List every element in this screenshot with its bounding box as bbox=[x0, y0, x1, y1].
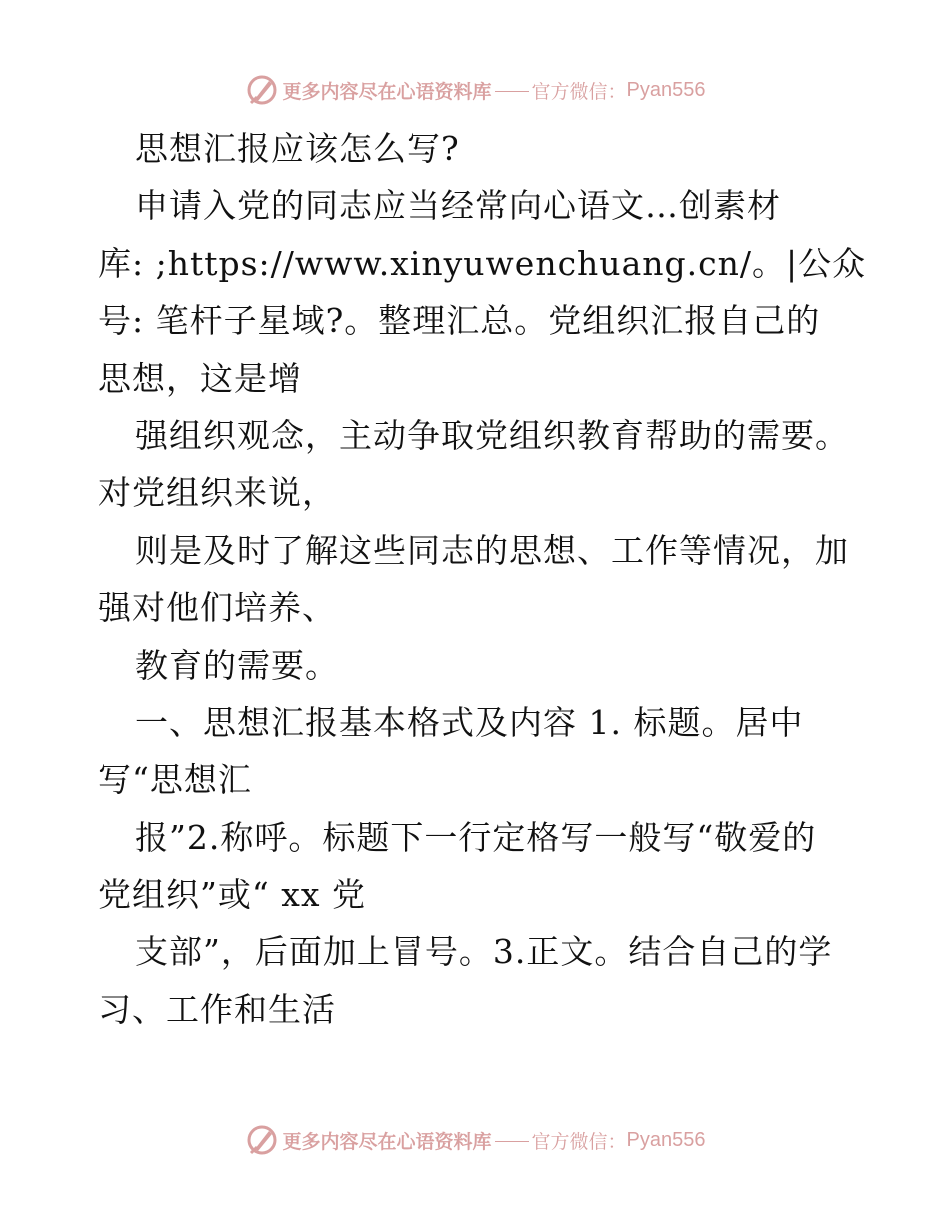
header-banner bbox=[0, 70, 950, 110]
quill-pen-logo-icon bbox=[245, 73, 279, 107]
paragraph-line: 写“思想汇 bbox=[98, 760, 252, 800]
banner-brand-text: 更多内容尽在心语资料库 bbox=[282, 1130, 492, 1153]
banner-dash bbox=[495, 1141, 529, 1142]
paragraph-line: 申请入党的同志应当经常向心语文…创素材 bbox=[135, 186, 781, 226]
paragraph-line: 一、思想汇报基本格式及内容 1. 标题。居中 bbox=[135, 702, 804, 742]
paragraph-line: 号: 笔杆子星域?。整理汇总。党组织汇报自己的 bbox=[98, 301, 821, 341]
paragraph-line: 强组织观念，主动争取党组织教育帮助的需要。 bbox=[135, 415, 849, 455]
banner-wechat-id: Pyan556 bbox=[626, 1128, 706, 1151]
paragraph-line: 报”2.称呼。标题下一行定格写一般写“敬爱的 bbox=[135, 817, 817, 857]
paragraph-line: 习、工作和生活 bbox=[98, 989, 336, 1029]
document-body bbox=[98, 120, 867, 1038]
paragraph-line: 对党组织来说， bbox=[98, 473, 336, 513]
paragraph-line: 党组织”或“ xx 党 bbox=[98, 875, 366, 915]
paragraph-line: 则是及时了解这些同志的思想、工作等情况，加 bbox=[135, 530, 849, 570]
paragraph-line: 强对他们培养、 bbox=[98, 588, 336, 628]
doc-title-line: 思想汇报应该怎么写? bbox=[135, 129, 460, 168]
paragraph-line: 库: ;https://www.xinyuwenchuang.cn/。|公众 bbox=[98, 243, 867, 283]
banner-brand-text: 更多内容尽在心语资料库 bbox=[282, 80, 492, 103]
quill-pen-logo-icon bbox=[245, 1123, 279, 1157]
banner-wechat-label: 官方微信： bbox=[531, 80, 627, 103]
paragraph-line: 教育的需要。 bbox=[135, 645, 339, 685]
paragraph-line: 支部”，后面加上冒号。3.正文。结合自己的学 bbox=[135, 932, 833, 972]
footer-banner bbox=[0, 1120, 950, 1160]
banner-wechat-label: 官方微信： bbox=[531, 1130, 627, 1153]
banner-wechat-id: Pyan556 bbox=[626, 78, 706, 101]
banner-dash bbox=[495, 91, 529, 92]
paragraph-line: 思想，这是增 bbox=[98, 358, 302, 398]
